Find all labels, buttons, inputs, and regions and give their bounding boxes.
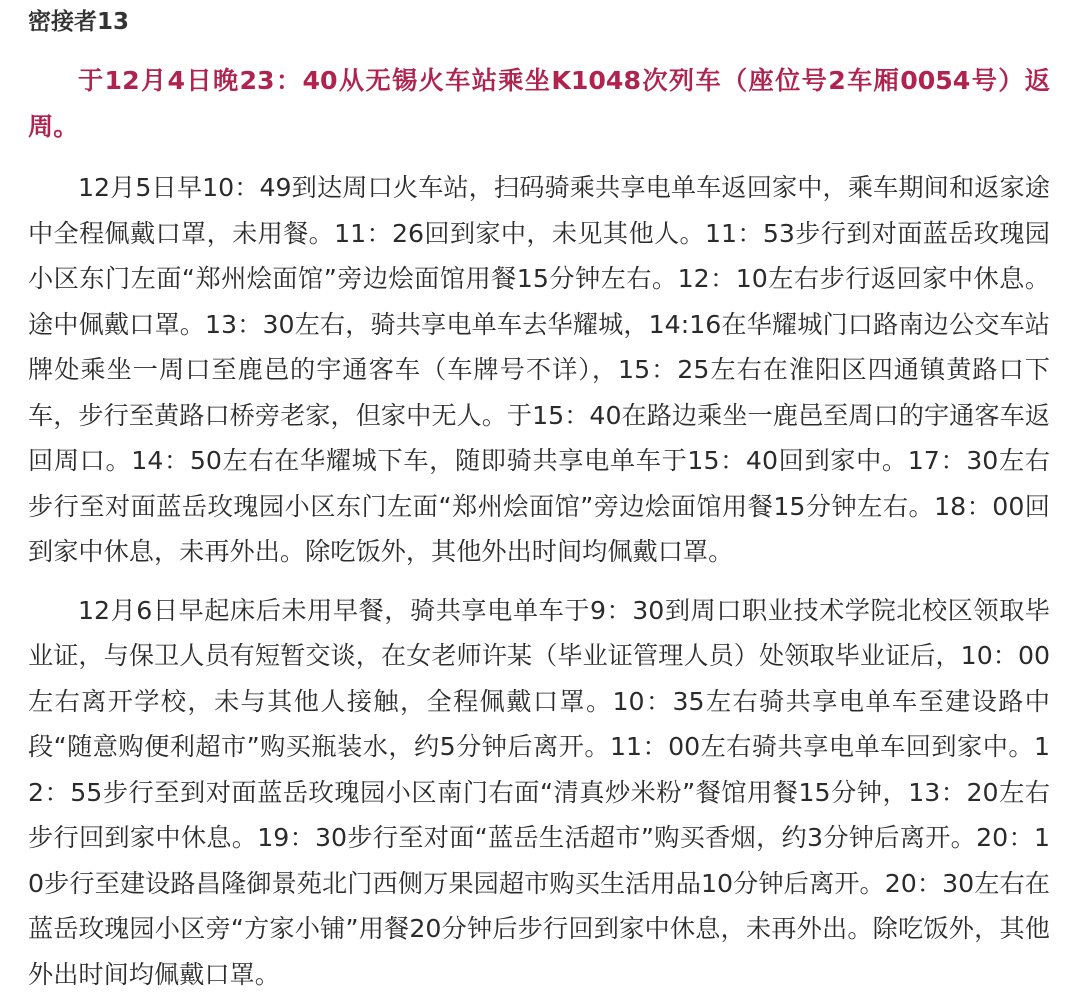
contact-heading: 密接者13 [28,0,1050,40]
dec6-itinerary-paragraph: 12月6日早起床后未用早餐，骑共享电单车于9：30到周口职业技术学院北校区领取毕业证，与保卫人员有短暂交谈，在女老师许某（毕业证管理人员）处领取毕业证后，10：00左右离开学校，未与其他人接触，全程佩戴口罩。10：35左右骑共享电单车至建设路中段“随意购便利超市”购买瓶装水，约5分钟后离开。11：00左右骑共享电单车回到家中。12：55步行至到对面蓝岳玫瑰园小区南门右面“清真炒米粉”餐馆用餐15分钟，13：20左右步行回到家中休息。19：30步行至对面“蓝岳生活超市”购买香烟，约3分钟后离开。20：10步行至建设路昌隆御景苑北门西侧万果园超市购买生活用品10分钟后离开。20：30左右在蓝岳玫瑰园小区旁“方家小铺”用餐20分钟后步行回到家中休息，未再外出。除吃饭外，其他外出时间均佩戴口罩。 [28,588,1050,997]
travel-highlight-paragraph: 于12月4日晚23：40从无锡火车站乘坐K1048次列车（座位号2车厢0054号）返周。 [28,58,1050,149]
dec5-itinerary-paragraph: 12月5日早10：49到达周口火车站，扫码骑乘共享电单车返回家中，乘车期间和返家途中全程佩戴口罩，未用餐。11：26回到家中，未见其他人。11：53步行到对面蓝岳玫瑰园小区东门左面“郑州烩面馆”旁边烩面馆用餐15分钟左右。12：10左右步行返回家中休息。途中佩戴口罩。13：30左右，骑共享电单车去华耀城，14:16在华耀城门口路南边公交车站牌处乘坐一周口至鹿邑的宇通客车（车牌号不详），15：25左右在淮阳区四通镇黄路口下车，步行至黄路口桥旁老家，但家中无人。于15：40在路边乘坐一鹿邑至周口的宇通客车返回周口。14：50左右在华耀城下车，随即骑共享电单车于15：40回到家中。17：30左右步行至对面蓝岳玫瑰园小区东门左面“郑州烩面馆”旁边烩面馆用餐15分钟左右。18：00回到家中休息，未再外出。除吃饭外，其他外出时间均佩戴口罩。 [28,165,1050,575]
